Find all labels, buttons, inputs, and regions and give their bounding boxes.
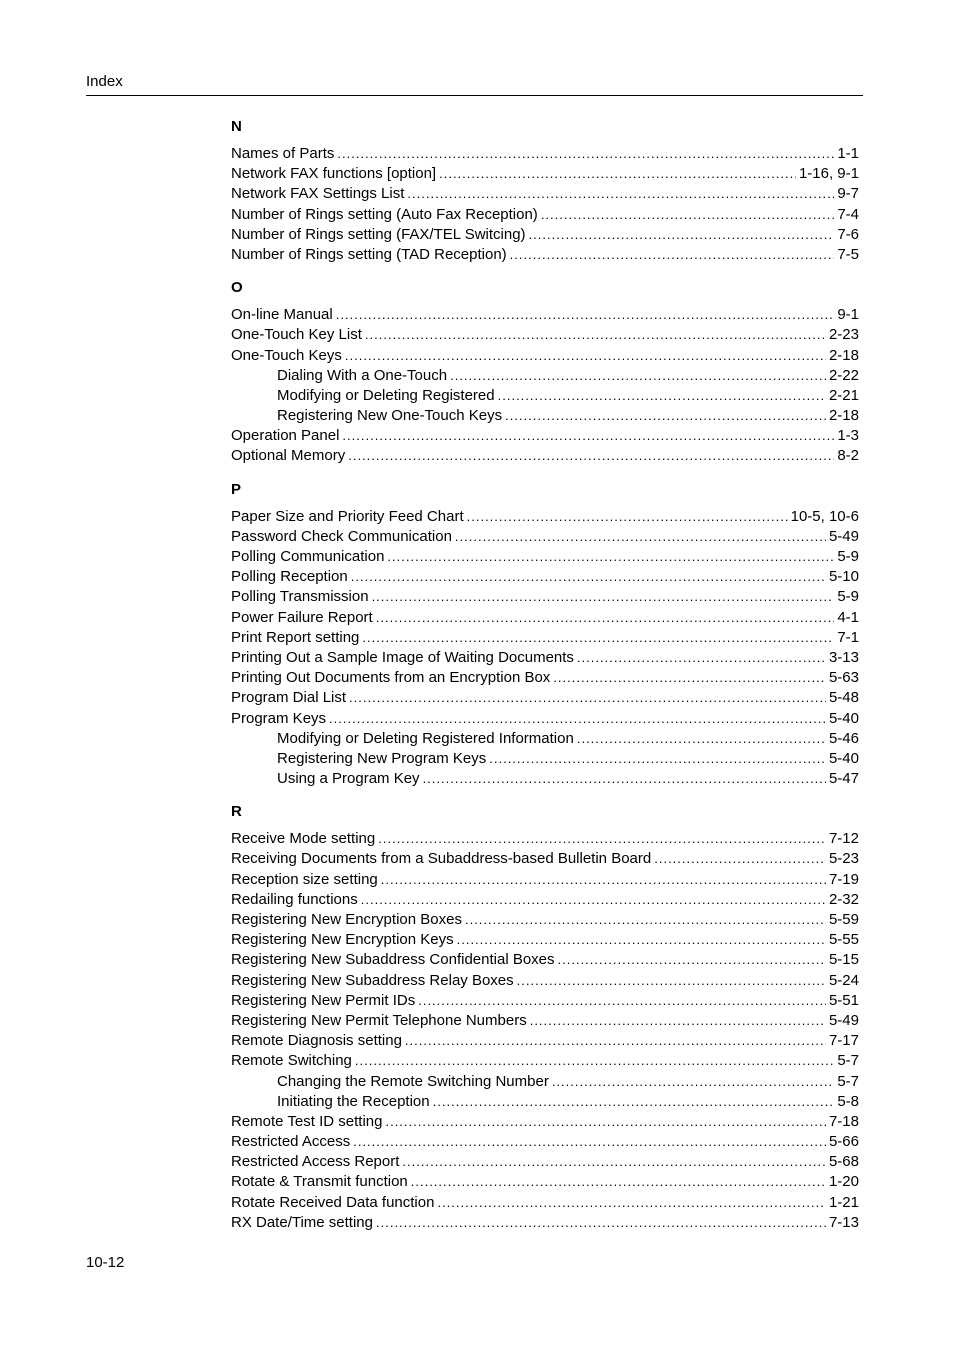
entry-page-ref: 5-9 (837, 548, 859, 565)
index-entry (231, 1011, 859, 1031)
entry-page-ref: 5-47 (828, 770, 859, 788)
entry-page-ref: 5-66 (828, 1133, 859, 1151)
entry-page-ref: 5-49 (828, 1011, 859, 1029)
entry-term: Changing the Remote Switching Number (277, 1072, 549, 1090)
entry-term: Paper Size and Priority Feed Chart (231, 507, 464, 525)
index-entry (231, 325, 859, 345)
index-entry (231, 1172, 859, 1192)
index-entry (231, 709, 859, 729)
entry-term: Restricted Access Report (231, 1153, 400, 1171)
entry-term: Polling Communication (231, 548, 385, 565)
index-entry (231, 225, 859, 245)
entry-page-ref: 9-7 (837, 185, 859, 203)
entry-term: Modifying or Deleting Registered Information (277, 729, 574, 747)
entry-page-ref: 9-1 (837, 306, 859, 324)
dot-leader (529, 225, 835, 245)
entry-term: Redailing functions (231, 890, 358, 908)
index-entry (231, 547, 859, 567)
entry-page-ref: 7-4 (837, 205, 859, 223)
entry-page-ref: 2-21 (828, 386, 859, 404)
dot-leader (517, 971, 826, 991)
dot-leader (372, 587, 835, 607)
entry-term: Registering New Subaddress Confidential Boxes (231, 951, 555, 969)
entry-page-ref: 5-59 (828, 911, 859, 928)
entry-page-ref: 2-18 (828, 407, 859, 425)
entry-page-ref: 5-15 (828, 951, 859, 969)
index-entry (231, 950, 859, 970)
entry-term: Polling Reception (231, 568, 348, 586)
dot-leader (577, 648, 826, 668)
page-header-title: Index (86, 73, 123, 90)
entry-term: Printing Out a Sample Image of Waiting Documents (231, 648, 574, 666)
entry-term: RX Date/Time setting (231, 1213, 373, 1231)
index-entry (231, 1051, 859, 1071)
entry-term: Remote Switching (231, 1052, 352, 1070)
entry-term: Power Failure Report (231, 608, 373, 626)
entry-page-ref: 5-9 (837, 588, 859, 606)
index-entry (231, 1213, 859, 1233)
index-subentry (231, 1092, 859, 1112)
dot-leader (405, 1031, 826, 1051)
dot-leader (455, 527, 826, 547)
index-entry (231, 587, 859, 607)
entry-page-ref: 5-10 (828, 568, 859, 586)
index-entry (231, 910, 859, 930)
dot-leader (387, 547, 834, 567)
dot-leader (336, 305, 835, 325)
dot-leader (541, 205, 835, 225)
entry-page-ref: 7-1 (837, 628, 859, 646)
entry-term: Initiating the Reception (277, 1092, 430, 1110)
dot-leader (407, 184, 834, 204)
entry-page-ref: 5-48 (828, 689, 859, 707)
dot-leader (342, 426, 834, 446)
dot-leader (530, 1011, 826, 1031)
index-section-r (231, 803, 859, 1233)
index-entry (231, 346, 859, 366)
entry-term: One-Touch Key List (231, 326, 362, 344)
entry-term: Reception size setting (231, 870, 378, 888)
dot-leader (353, 1132, 826, 1152)
index-subentry (231, 769, 859, 789)
entry-page-ref: 5-7 (837, 1052, 859, 1070)
index-entry (231, 567, 859, 587)
entry-term: Program Dial List (231, 689, 347, 707)
entry-term: Registering New Permit Telephone Numbers (231, 1011, 527, 1029)
entry-page-ref: 1-3 (837, 427, 859, 445)
dot-leader (510, 245, 835, 265)
index-entry (231, 205, 859, 225)
index-entry (231, 930, 859, 950)
entry-term: Names of Parts (231, 145, 335, 162)
dot-leader (376, 1213, 826, 1233)
entry-term: Rotate & Transmit function (231, 1173, 408, 1191)
dot-leader (553, 668, 826, 688)
entry-term: Registering New One-Touch Keys (277, 407, 503, 425)
index-entry (231, 849, 859, 869)
dot-leader (362, 628, 834, 648)
entry-page-ref: 4-1 (837, 608, 859, 626)
index-entry (231, 608, 859, 628)
entry-page-ref: 5-49 (828, 527, 859, 545)
entry-page-ref: 7-13 (828, 1213, 859, 1231)
index-entry (231, 446, 859, 466)
dot-leader (423, 769, 826, 789)
entry-page-ref: 2-32 (828, 890, 859, 908)
dot-leader (402, 1152, 826, 1172)
index-list (231, 118, 859, 1233)
entry-term: Polling Transmission (231, 588, 369, 606)
dot-leader (365, 325, 826, 345)
entry-page-ref: 7-12 (828, 830, 859, 848)
entry-term: Optional Memory (231, 447, 346, 465)
page-number: 10-12 (86, 1254, 125, 1271)
entry-page-ref: 1-16, 9-1 (798, 165, 859, 183)
dot-leader (378, 829, 826, 849)
index-entry (231, 890, 859, 910)
index-subentry (231, 1072, 859, 1092)
entry-term: Registering New Subaddress Relay Boxes (231, 971, 514, 989)
index-section-p (231, 481, 859, 790)
dot-leader (376, 608, 835, 628)
index-subentry (231, 749, 859, 769)
index-subentry (231, 386, 859, 406)
entry-term: Remote Diagnosis setting (231, 1032, 402, 1050)
dot-leader (348, 446, 834, 466)
index-entry (231, 991, 859, 1011)
entry-page-ref: 8-2 (837, 447, 859, 465)
dot-leader (418, 991, 826, 1011)
dot-leader (337, 144, 834, 164)
index-entry (231, 628, 859, 648)
dot-leader (439, 164, 796, 184)
entry-term: Number of Rings setting (TAD Reception) (231, 245, 507, 263)
index-entry (231, 1031, 859, 1051)
entry-term: Receiving Documents from a Subaddress-based Bulletin Board (231, 850, 652, 868)
dot-leader (465, 910, 826, 930)
index-entry (231, 1193, 859, 1213)
index-entry (231, 870, 859, 890)
entry-term: Rotate Received Data function (231, 1193, 435, 1211)
entry-page-ref: 5-55 (828, 931, 859, 949)
entry-term: Receive Mode setting (231, 830, 376, 848)
dot-leader (361, 890, 826, 910)
dot-leader (489, 749, 826, 769)
entry-term: Registering New Encryption Boxes (231, 911, 462, 928)
section-letter: N (231, 118, 242, 135)
dot-leader (345, 346, 826, 366)
dot-leader (329, 709, 826, 729)
entry-page-ref: 2-22 (828, 366, 859, 384)
entry-page-ref: 5-46 (828, 729, 859, 747)
index-entry (231, 829, 859, 849)
dot-leader (381, 870, 826, 890)
entry-page-ref: 5-68 (828, 1153, 859, 1171)
entry-term: On-line Manual (231, 306, 333, 324)
entry-page-ref: 1-1 (837, 145, 859, 162)
dot-leader (558, 950, 826, 970)
entry-term: Using a Program Key (277, 770, 420, 788)
dot-leader (552, 1072, 835, 1092)
dot-leader (411, 1172, 826, 1192)
entry-term: Registering New Program Keys (277, 749, 487, 767)
entry-term: Printing Out Documents from an Encryption Box (231, 669, 551, 687)
section-letter: P (231, 480, 242, 498)
entry-page-ref: 1-21 (828, 1193, 859, 1211)
index-entry (231, 527, 859, 547)
entry-term: Print Report setting (231, 628, 360, 646)
entry-term: Network FAX functions [option] (231, 165, 437, 183)
index-entry (231, 184, 859, 204)
entry-page-ref: 5-40 (828, 749, 859, 767)
index-entry (231, 1132, 859, 1152)
dot-leader (654, 849, 826, 869)
entry-term: Registering New Encryption Keys (231, 931, 454, 949)
index-subentry (231, 729, 859, 749)
entry-page-ref: 2-23 (828, 326, 859, 344)
index-entry (231, 688, 859, 708)
entry-page-ref: 7-18 (828, 1112, 859, 1130)
index-entry (231, 305, 859, 325)
entry-page-ref: 2-18 (828, 346, 859, 364)
dot-leader (349, 688, 826, 708)
index-entry (231, 1112, 859, 1132)
entry-term: Number of Rings setting (FAX/TEL Switcing) (231, 225, 526, 243)
entry-page-ref: 5-24 (828, 971, 859, 989)
entry-page-ref: 10-5, 10-6 (790, 507, 859, 525)
entry-page-ref: 7-6 (837, 225, 859, 243)
index-entry (231, 648, 859, 668)
entry-term: Restricted Access (231, 1133, 351, 1151)
entry-page-ref: 5-23 (828, 850, 859, 868)
entry-term: Number of Rings setting (Auto Fax Reception) (231, 205, 538, 223)
dot-leader (351, 567, 826, 587)
index-entry (231, 971, 859, 991)
section-letter: R (231, 803, 242, 821)
index-entry (231, 164, 859, 184)
entry-page-ref: 1-20 (828, 1173, 859, 1191)
dot-leader (450, 366, 826, 386)
entry-page-ref: 5-40 (828, 709, 859, 727)
entry-term: Dialing With a One-Touch (277, 366, 448, 384)
entry-page-ref: 5-8 (837, 1092, 859, 1110)
entry-page-ref: 5-63 (828, 669, 859, 687)
entry-page-ref: 7-5 (837, 245, 859, 263)
dot-leader (437, 1193, 826, 1213)
entry-page-ref: 7-17 (828, 1032, 859, 1050)
index-subentry (231, 366, 859, 386)
index-entry (231, 507, 859, 527)
dot-leader (505, 406, 826, 426)
entry-page-ref: 5-51 (828, 991, 859, 1009)
dot-leader (498, 386, 826, 406)
entry-term: Network FAX Settings List (231, 185, 405, 203)
entry-page-ref: 5-7 (837, 1072, 859, 1090)
index-entry (231, 426, 859, 446)
index-entry (231, 1152, 859, 1172)
entry-term: Remote Test ID setting (231, 1112, 383, 1130)
header-rule (86, 95, 863, 96)
index-entry (231, 245, 859, 265)
entry-term: Operation Panel (231, 427, 340, 445)
index-entry (231, 668, 859, 688)
index-section-n (231, 118, 859, 265)
entry-term: One-Touch Keys (231, 346, 342, 364)
index-entry (231, 144, 859, 164)
dot-leader (385, 1112, 826, 1132)
dot-leader (577, 729, 826, 749)
entry-term: Modifying or Deleting Registered (277, 386, 495, 404)
entry-term: Password Check Communication (231, 527, 452, 545)
entry-page-ref: 3-13 (828, 648, 859, 666)
dot-leader (467, 507, 788, 527)
entry-term: Registering New Permit IDs (231, 991, 416, 1009)
index-section-o (231, 279, 859, 467)
dot-leader (433, 1092, 835, 1112)
entry-page-ref: 7-19 (828, 870, 859, 888)
dot-leader (355, 1051, 834, 1071)
index-subentry (231, 406, 859, 426)
dot-leader (457, 930, 826, 950)
entry-term: Program Keys (231, 709, 327, 727)
section-letter: O (231, 279, 243, 297)
